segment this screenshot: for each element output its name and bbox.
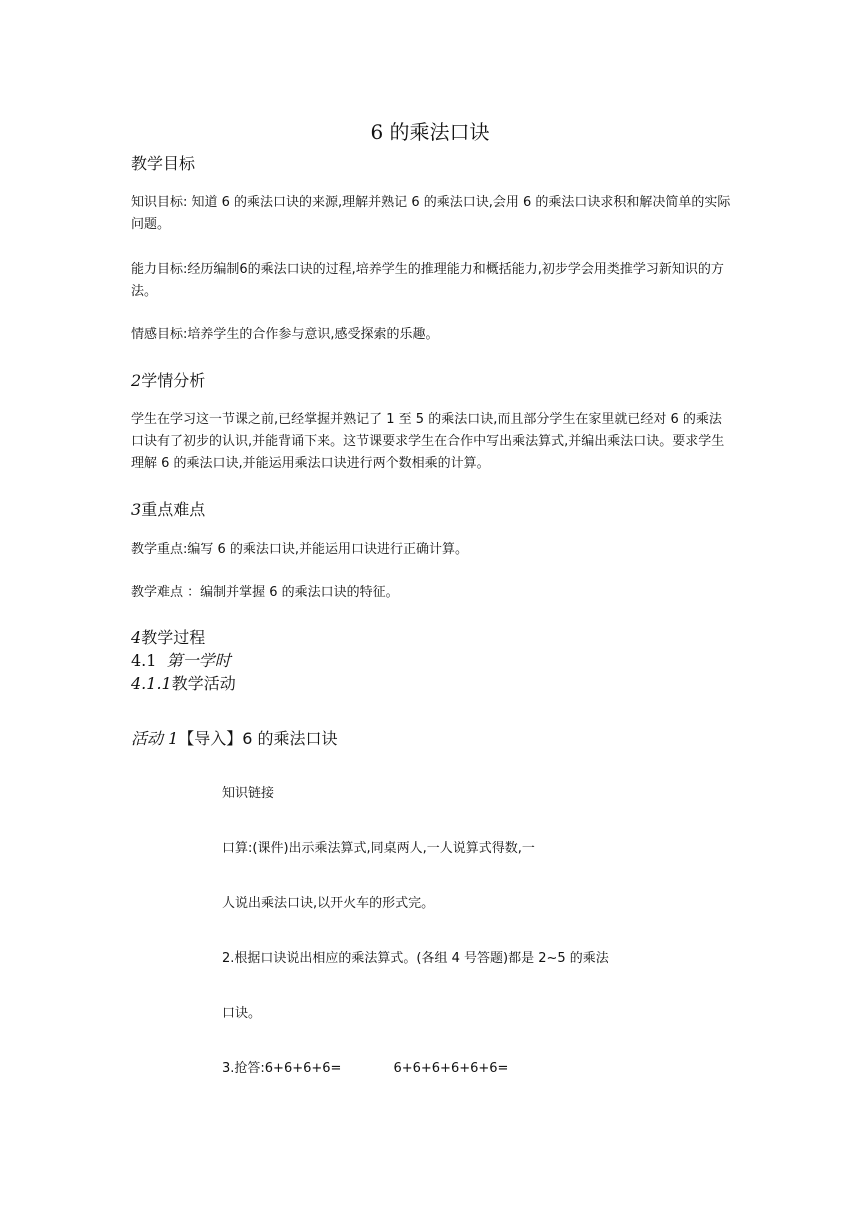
- activity-line-2: 人说出乘法口诀,以开火车的形式完。: [222, 896, 435, 911]
- emotion-goal-paragraph: 情感目标:培养学生的合作参与意识,感受探索的乐趣。: [131, 327, 439, 342]
- activity-line-4: 口诀。: [222, 1006, 262, 1021]
- subheading-label: 教学活动: [171, 674, 236, 693]
- section-number: 3: [131, 500, 142, 519]
- section-heading-text: 学情分析: [141, 371, 206, 390]
- quick-answer-expr-2: 6+6+6+6+6+6=: [393, 1061, 509, 1076]
- subheading-label: 第一学时: [166, 651, 231, 670]
- section-number: 4: [131, 628, 142, 647]
- subheading-teaching-activity: [131, 671, 236, 694]
- subheading-number: 4.1: [131, 651, 157, 670]
- activity-line-1: 口算:(课件)出示乘法算式,同桌两人,一人说算式得数,一: [222, 841, 535, 856]
- key-point-paragraph: 教学重点:编写 6 的乘法口诀,并能运用口诀进行正确计算。: [131, 542, 469, 557]
- subheading-number: 4.1.1: [131, 674, 172, 693]
- heading-teaching-goals: 教学目标: [131, 154, 196, 173]
- student-analysis-paragraph: 学生在学习这一节课之前,已经掌握并熟记了 1 至 5 的乘法口诀,而且部分学生在家里就已经对 6 的乘法口诀有了初步的认识,并能背诵下来。这节课要求学生在合作中写出乘法算式,并编出乘法口诀。要求学生理解 6 的乘法口诀,并能运用乘法口诀进行两个数相乘的计算。: [131, 412, 725, 471]
- heading-key-points: [131, 497, 205, 520]
- activity-line-3: 2.根据口诀说出相应的乘法算式。(各组 4 号答题)都是 2~5 的乘法: [222, 951, 609, 966]
- document-title: 6 的乘法口诀: [370, 120, 490, 144]
- subheading-first-lesson: [131, 648, 231, 671]
- activity-line-5: [222, 1057, 508, 1076]
- quick-answer-expr-1: 3.抢答:6+6+6+6=: [222, 1061, 342, 1076]
- heading-student-analysis: [131, 368, 205, 391]
- difficulty-paragraph: 教学难点 ：编制并掌握 6 的乘法口诀的特征。: [131, 585, 399, 600]
- knowledge-link-label: 知识链接: [222, 786, 275, 801]
- knowledge-goal-paragraph: 知识目标: 知道 6 的乘法口诀的来源,理解并熟记 6 的乘法口诀,会用 6 的乘法口诀求积和解决简单的实际问题。: [131, 195, 731, 232]
- heading-teaching-process: [131, 625, 205, 648]
- section-heading-text: 重点难点: [141, 500, 206, 519]
- activity-prefix: 活动 1: [131, 729, 179, 748]
- section-number: 2: [131, 371, 142, 390]
- activity-label: 【导入】6 的乘法口诀: [178, 729, 338, 748]
- ability-goal-paragraph: 能力目标:经历编制6的乘法口诀的过程,培养学生的推理能力和概括能力,初步学会用类推学习新知识的方法。: [131, 262, 724, 299]
- section-heading-text: 教学过程: [141, 628, 206, 647]
- activity-heading: [131, 726, 338, 749]
